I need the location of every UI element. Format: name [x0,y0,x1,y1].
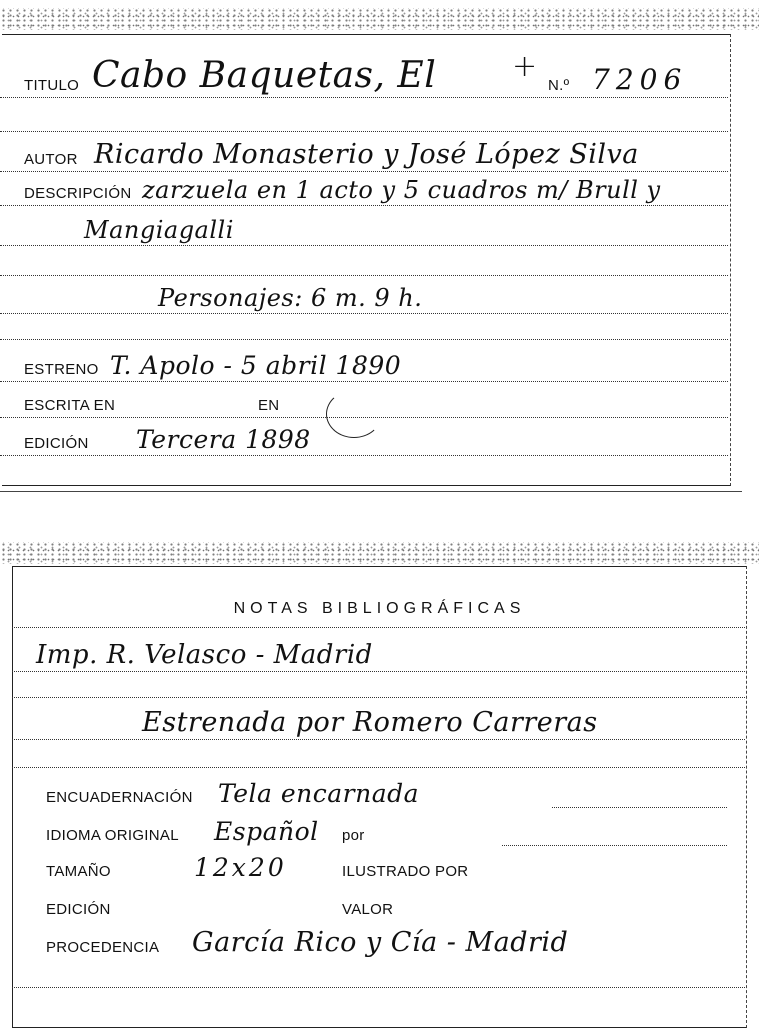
catalog-card-back [0,538,759,1028]
procedencia-label: PROCEDENCIA [46,939,160,956]
descripcion-line2: Mangiagalli [84,216,234,244]
idioma-row [12,808,745,848]
descripcion-line3: Personajes: 6 m. 9 h. [158,284,423,312]
encuadernacion-value: Tela encarnada [218,779,420,808]
idioma-label: IDIOMA ORIGINAL [46,827,179,844]
por-label: por [342,827,365,844]
autor-label: AUTOR [24,151,78,168]
procedencia-value: García Rico y Cía - Madrid [192,927,569,958]
tamano-label: TAMAÑO [46,863,111,880]
blank-row [12,958,745,988]
idioma-value: Español [214,817,319,846]
catalog-card-front [0,0,759,495]
encuadernacion-row [12,770,745,810]
titulo-label: TITULO [24,77,80,94]
blank-row [12,728,745,768]
note-line-2: Estrenada por Romero Carreras [142,707,598,738]
edicion-valor-row [12,882,745,922]
procedencia-row [12,918,745,960]
edicion-label: EDICIÓN [24,435,89,452]
stamp-circle-mark [326,390,382,438]
valor-label: VALOR [342,901,394,918]
descripcion-line1: zarzuela en 1 acto y 5 cuadros m/ Brull y [142,176,661,204]
cross-mark: + [512,49,538,84]
descripcion-label: DESCRIPCIÓN [24,185,132,202]
estreno-value: T. Apolo - 5 abril 1890 [110,351,402,380]
escrita-en-label: ESCRITA EN [24,397,116,414]
autor-value: Ricardo Monasterio y José López Silva [94,139,639,170]
edicion-value: Tercera 1898 [136,425,311,454]
escrita-en-label-2: EN [258,397,280,414]
ilustrado-por-label: ILUSTRADO POR [342,863,469,880]
numero-label: N.º [548,77,570,94]
notas-bibliograficas-heading: NOTAS BIBLIOGRÁFICAS [233,600,526,617]
edicion-label: EDICIÓN [46,901,111,918]
blank-row [12,658,745,698]
tamano-row [12,844,745,884]
estreno-label: ESTRENO [24,361,99,378]
blank-row [12,584,745,628]
titulo-value: Cabo Baquetas, El [92,55,437,96]
blank-row [0,300,728,340]
card-bottom-edge [0,491,742,492]
tamano-value: 12x20 [194,853,287,882]
note-line-1: Imp. R. Velasco - Madrid [36,640,373,670]
card-edge-speckle [0,542,759,564]
card-edge-speckle [0,8,759,30]
encuadernacion-label: ENCUADERNACIÓN [46,789,193,806]
numero-value: 7206 [592,63,688,96]
